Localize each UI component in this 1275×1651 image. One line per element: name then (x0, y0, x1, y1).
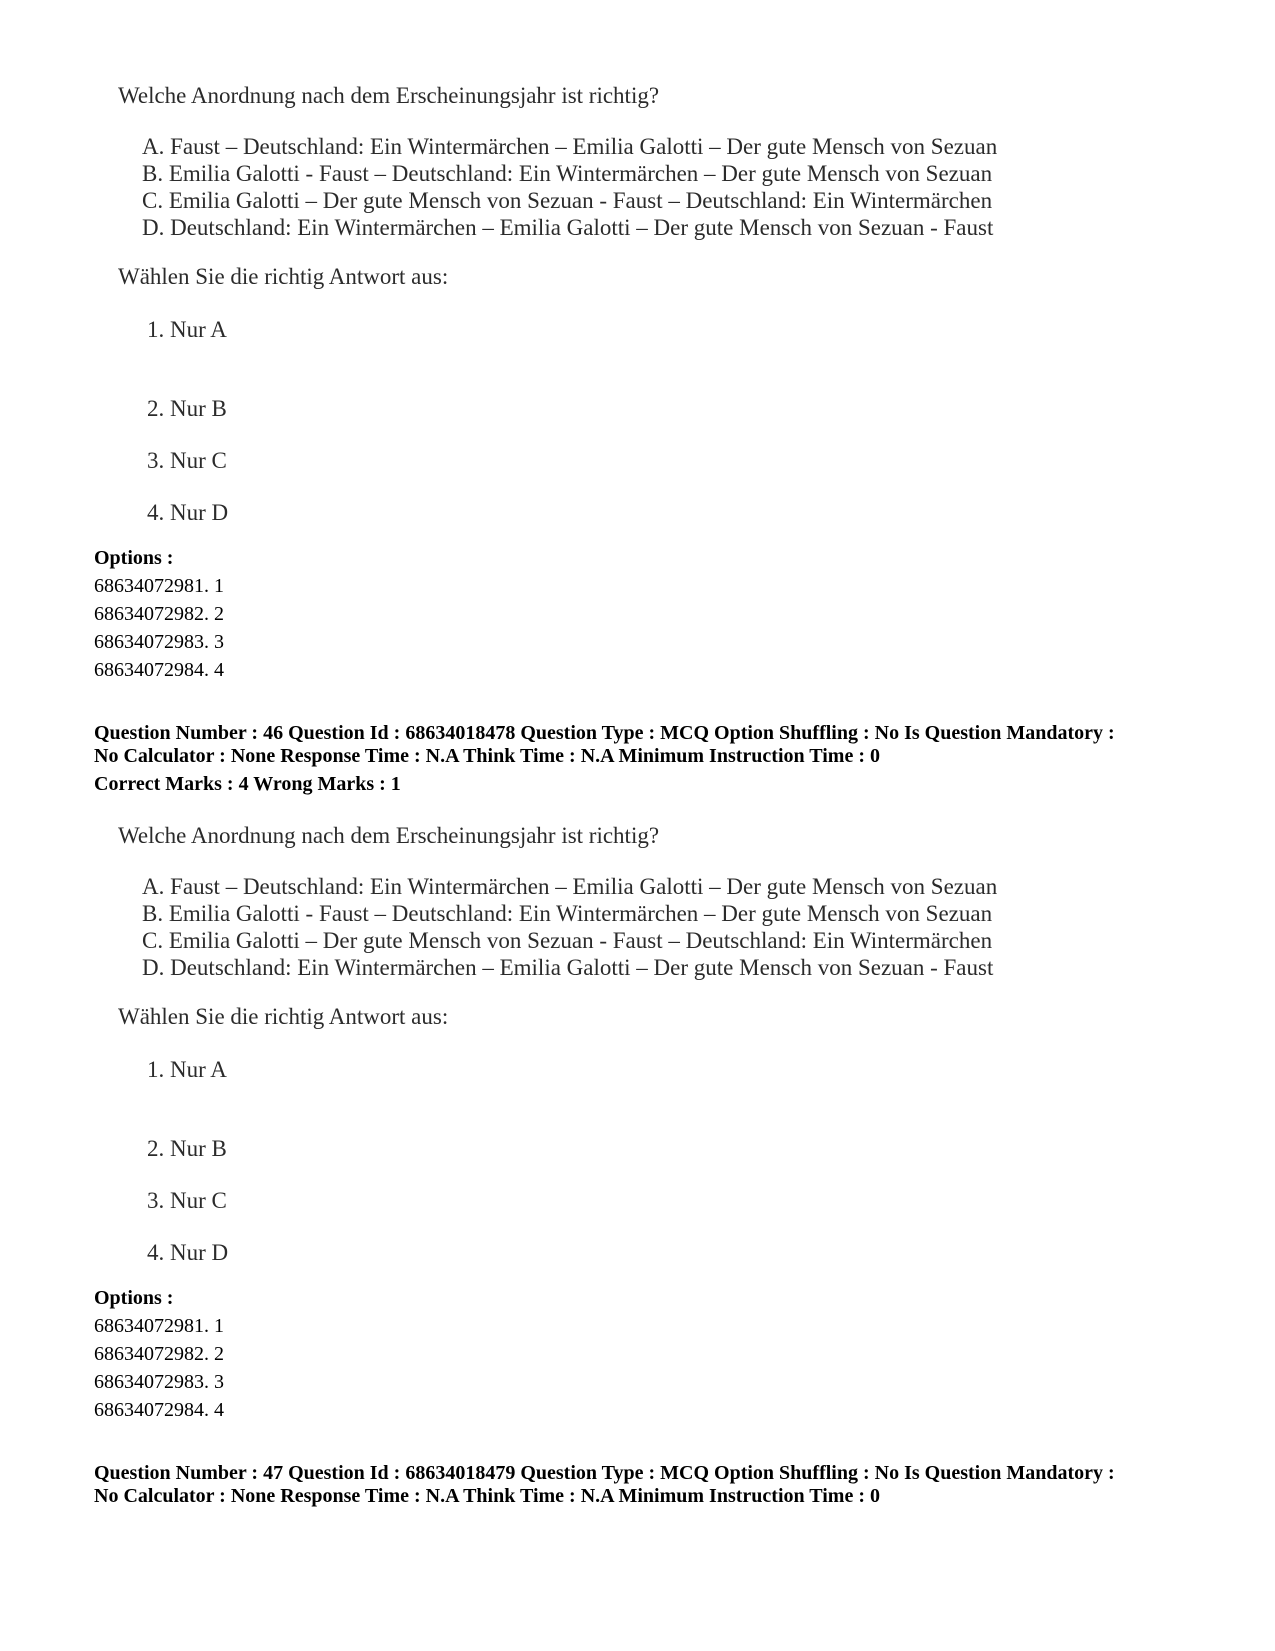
statement-d: D. Deutschland: Ein Wintermärchen – Emilia Galotti – Der gute Mensch von Sezuan - Faust (142, 955, 994, 980)
option-item: 68634072984. 4 (94, 659, 224, 681)
option-item: 68634072981. 1 (94, 1315, 224, 1337)
options-heading: Options : (94, 1287, 174, 1309)
option-item: 68634072983. 3 (94, 1371, 224, 1393)
answer-choice-1: 1. Nur A (147, 317, 227, 342)
statement-a: A. Faust – Deutschland: Ein Wintermärchen – Emilia Galotti – Der gute Mensch von Sezuan (142, 874, 998, 899)
question-meta-line: No Calculator : None Response Time : N.A Think Time : N.A Minimum Instruction Time : 0 (94, 745, 880, 767)
option-item: 68634072982. 2 (94, 603, 224, 625)
answer-choice-3: 3. Nur C (147, 1188, 227, 1213)
answer-choice-4: 4. Nur D (147, 1240, 229, 1265)
answer-prompt: Wählen Sie die richtig Antwort aus: (118, 264, 449, 289)
statement-b: B. Emilia Galotti - Faust – Deutschland: Ein Wintermärchen – Der gute Mensch von Sezuan (142, 901, 993, 926)
option-item: 68634072982. 2 (94, 1343, 224, 1365)
answer-choice-3: 3. Nur C (147, 448, 227, 473)
answer-choice-2: 2. Nur B (147, 396, 227, 421)
question-stem: Welche Anordnung nach dem Erscheinungsjahr ist richtig? (118, 83, 660, 108)
question-marks: Correct Marks : 4 Wrong Marks : 1 (94, 773, 401, 795)
options-heading: Options : (94, 547, 174, 569)
option-item: 68634072984. 4 (94, 1399, 224, 1421)
answer-prompt: Wählen Sie die richtig Antwort aus: (118, 1004, 449, 1029)
option-item: 68634072981. 1 (94, 575, 224, 597)
statement-c: C. Emilia Galotti – Der gute Mensch von Sezuan - Faust – Deutschland: Ein Wintermärchen (142, 928, 993, 953)
option-item: 68634072983. 3 (94, 631, 224, 653)
statement-d: D. Deutschland: Ein Wintermärchen – Emilia Galotti – Der gute Mensch von Sezuan - Faust (142, 215, 994, 240)
question-meta-line: No Calculator : None Response Time : N.A Think Time : N.A Minimum Instruction Time : 0 (94, 1485, 880, 1507)
answer-choice-2: 2. Nur B (147, 1136, 227, 1161)
statement-c: C. Emilia Galotti – Der gute Mensch von Sezuan - Faust – Deutschland: Ein Wintermärchen (142, 188, 993, 213)
answer-choice-1: 1. Nur A (147, 1057, 227, 1082)
answer-choice-4: 4. Nur D (147, 500, 229, 525)
statement-a: A. Faust – Deutschland: Ein Wintermärchen – Emilia Galotti – Der gute Mensch von Sezuan (142, 134, 998, 159)
question-meta-line: Question Number : 46 Question Id : 68634018478 Question Type : MCQ Option Shuffling : No Is Question Mandatory : (94, 722, 1115, 744)
statement-b: B. Emilia Galotti - Faust – Deutschland: Ein Wintermärchen – Der gute Mensch von Sezuan (142, 161, 993, 186)
question-stem: Welche Anordnung nach dem Erscheinungsjahr ist richtig? (118, 823, 660, 848)
question-meta-line: Question Number : 47 Question Id : 68634018479 Question Type : MCQ Option Shuffling : No Is Question Mandatory : (94, 1462, 1115, 1484)
